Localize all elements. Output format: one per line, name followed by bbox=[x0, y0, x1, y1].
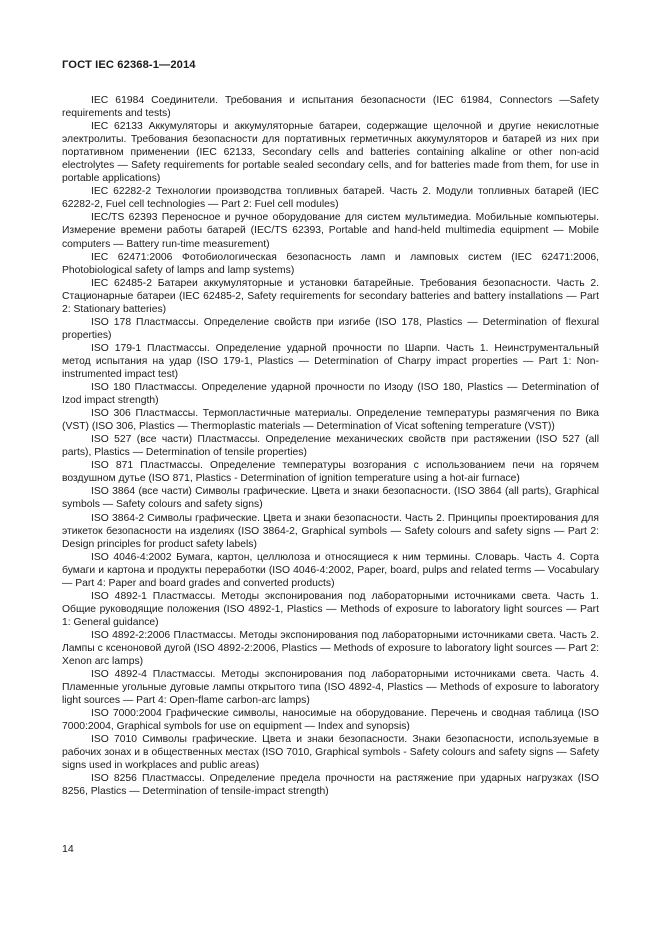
reference-entry: ISO 306 Пластмассы. Термопластичные материалы. Определение температуры размягчения по Вика (VST) (ISO 306, Plastics — Thermoplastic materials — Determination of Vicat softening temperature (VST)) bbox=[62, 408, 599, 433]
reference-entry: ISO 7000:2004 Графические символы, наносимые на оборудование. Перечень и сводная таблица (ISO 7000:2004, Graphical symbols for use on equipment — Index and synopsis) bbox=[62, 708, 599, 733]
reference-entry: ISO 180 Пластмассы. Определение ударной прочности по Изоду (ISO 180, Plastics — Determination of Izod impact strength) bbox=[62, 382, 599, 407]
reference-entry: ISO 4046-4:2002 Бумага, картон, целлюлоза и относящиеся к ним термины. Словарь. Часть 4. Сорта бумаги и картона и продукты переработки (ISO 4046-4:2002, Paper, board, pulps and related terms — Vocabulary — Part 4: Paper and board grades and converted products) bbox=[62, 551, 599, 589]
page-number: 14 bbox=[62, 843, 74, 855]
reference-entry: ISO 4892-2:2006 Пластмассы. Методы экспонирования под лабораторными источниками света. Часть 2. Лампы с ксеноновой дугой (ISO 4892-2:2006, Plastics — Methods of exposure to laboratory light sources — Part 2: Xenon arc lamps) bbox=[62, 629, 599, 668]
reference-entry: IEC 62282-2 Технологии производства топливных батарей. Часть 2. Модули топливных батарей (IEC 62282-2, Fuel cell technologies — Part 2: Fuel cell modules) bbox=[62, 186, 599, 211]
standard-header: ГОСТ IEC 62368-1—2014 bbox=[62, 59, 196, 71]
reference-entry: IEC/TS 62393 Переносное и ручное оборудование для систем мультимедиа. Мобильные компьютеры. Измерение времени работы батарей (IEC/TS 62393, Portable and hand-held multimedia equipment — Mobile computers — Battery run-time measurement) bbox=[62, 212, 599, 250]
reference-entry: ISO 179-1 Пластмассы. Определение ударной прочности по Шарпи. Часть 1. Неинструментальный метод испытания на удар (ISO 179-1, Plastics — Determination of Charpy impact properties — Part 1: Non-instrumented impact test) bbox=[62, 342, 599, 380]
reference-entry: IEC 61984 Соединители. Требования и испытания безопасности (IEC 61984, Connectors —Safety requirements and tests) bbox=[62, 95, 599, 120]
reference-entry: IEC 62471:2006 Фотобиологическая безопасность ламп и ламповых систем (IEC 62471:2006, Photobiological safety of lamps and lamp systems) bbox=[62, 251, 599, 276]
normative-references-list bbox=[62, 94, 599, 799]
reference-entry: ISO 4892-4 Пластмассы. Методы экспонирования под лабораторными источниками света. Часть 4. Пламенные угольные дуговые лампы открытого типа (ISO 4892-4, Plastics — Methods of exposure to laboratory light sources — Part 4: Open-flame carbon-arc lamps) bbox=[62, 669, 599, 707]
reference-entry: ISO 8256 Пластмассы. Определение предела прочности на растяжение при ударных нагрузках (ISO 8256, Plastics — Determination of tensile-impact strength) bbox=[62, 773, 599, 798]
reference-entry: ISO 871 Пластмассы. Определение температуры возгорания с использованием печи на горячем воздушном дутье (ISO 871, Plastics - Determination of ignition temperature using a hot-air furnace) bbox=[62, 460, 599, 485]
reference-entry: ISO 7010 Символы графические. Цвета и знаки безопасности. Знаки безопасности, используемые в рабочих зонах и в общественных местах (ISO 7010, Graphical symbols - Safety colours and safety signs — Safety signs used in workplaces and public areas) bbox=[62, 734, 599, 772]
reference-entry: IEC 62485-2 Батареи аккумуляторные и установки батарейные. Требования безопасности. Часть 2. Стационарные батареи (IEC 62485-2, Safety requirements for secondary batteries and battery installations — Part 2: Stationary batteries) bbox=[62, 277, 599, 315]
reference-entry: ISO 527 (все части) Пластмассы. Определение механических свойств при растяжении (ISO 527 (all parts), Plastics — Determination of tensile properties) bbox=[62, 434, 599, 459]
reference-entry: IEC 62133 Аккумуляторы и аккумуляторные батареи, содержащие щелочной и другие некислотные электролиты. Требования безопасности для портативных герметичных аккумуляторов и батарей из них при портативном применении (IEC 62133, Secondary cells and batteries containing alkaline or other non-acid electrolytes — Safety requirements for portable sealed secondary cells, and for batteries made from them, for use in portable applications) bbox=[62, 121, 599, 185]
reference-entry: ISO 3864-2 Символы графические. Цвета и знаки безопасности. Часть 2. Принципы проектирования для этикеток безопасности на изделиях (ISO 3864-2, Graphical symbols — Safety colours and safety signs — Part 2: Design principles for product safety labels) bbox=[62, 512, 599, 550]
reference-entry: ISO 3864 (все части) Символы графические. Цвета и знаки безопасности. (ISO 3864 (all parts), Graphical symbols — Safety colours and safety signs) bbox=[62, 486, 599, 511]
reference-entry: ISO 4892-1 Пластмассы. Методы экспонирования под лабораторными источниками света. Часть 1. Общие руководящие положения (ISO 4892-1, Plastics — Methods of exposure to laboratory light sources — Part 1: General guidance) bbox=[62, 590, 599, 628]
reference-entry: ISO 178 Пластмассы. Определение свойств при изгибе (ISO 178, Plastics — Determination of flexural properties) bbox=[62, 316, 599, 341]
